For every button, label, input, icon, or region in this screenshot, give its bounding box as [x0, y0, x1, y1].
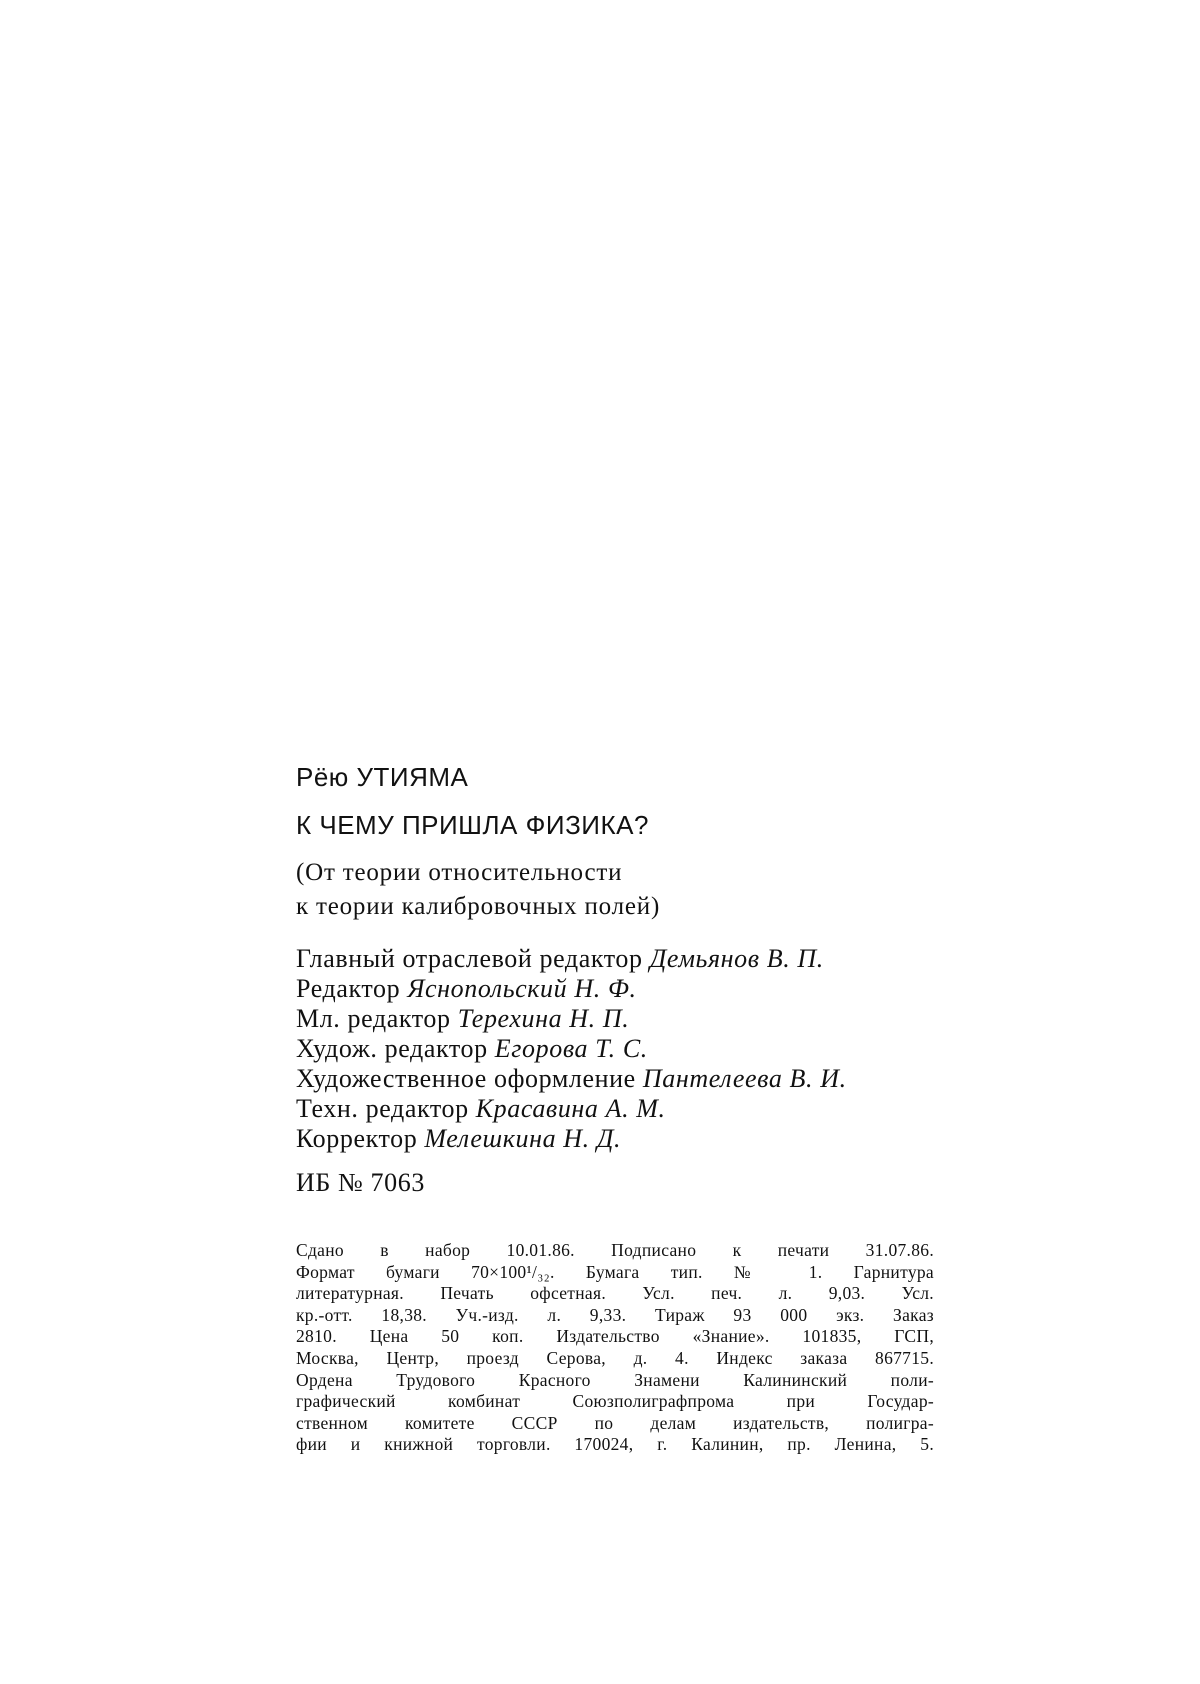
subtitle-line: к теории калибровочных полей)	[296, 893, 661, 920]
credit-role: Техн. редактор	[296, 1094, 469, 1123]
credit-person: Мелешкина Н. Д.	[424, 1124, 622, 1153]
credit-row	[296, 1094, 847, 1124]
colophon-line: кр.-отт. 18,38. Уч.-изд. л. 9,33. Тираж 93 000 экз. Заказ	[296, 1304, 934, 1325]
credit-role: Корректор	[296, 1124, 418, 1153]
colophon-line: Ордена Трудового Красного Знамени Калининский поли-	[296, 1369, 934, 1390]
colophon-line: Формат бумаги 70×100¹/₃₂. Бумага тип. № 1. Гарнитура	[296, 1261, 934, 1282]
ib-number: ИБ № 7063	[296, 1168, 425, 1197]
colophon-line: графический комбинат Союзполиграфпрома при Государ-	[296, 1391, 934, 1412]
credit-person: Красавина А. М.	[475, 1094, 666, 1123]
printing-colophon	[296, 1240, 934, 1456]
editorial-credits	[296, 944, 847, 1154]
credit-person: Терехина Н. П.	[457, 1004, 630, 1033]
colophon-line: Сдано в набор 10.01.86. Подписано к печати 31.07.86.	[296, 1240, 934, 1260]
colophon-line: ственном комитете СССР по делам издательств, полигра-	[296, 1412, 934, 1433]
credit-row	[296, 1124, 847, 1154]
author-name: Рёю УТИЯМА	[296, 762, 469, 792]
credit-role: Худож. редактор	[296, 1034, 488, 1063]
credit-row	[296, 1004, 847, 1034]
credit-role: Мл. редактор	[296, 1004, 451, 1033]
colophon-line: Москва, Центр, проезд Серова, д. 4. Индекс заказа 867715.	[296, 1347, 934, 1368]
credit-role: Главный отраслевой редактор	[296, 944, 643, 973]
subtitle-line: (От теории относительности	[296, 859, 623, 886]
credit-person: Яснопольский Н. Ф.	[407, 974, 637, 1003]
credit-role: Художественное оформление	[296, 1064, 636, 1093]
credit-row	[296, 1034, 847, 1064]
colophon-line: 2810. Цена 50 коп. Издательство «Знание». 101835, ГСП,	[296, 1326, 934, 1347]
credit-person: Егорова Т. С.	[494, 1034, 648, 1063]
colophon-line: фии и книжной торговли. 170024, г. Калинин, пр. Ленина, 5.	[296, 1434, 934, 1455]
credit-row	[296, 944, 847, 974]
colophon-line: литературная. Печать офсетная. Усл. печ. л. 9,03. Усл.	[296, 1283, 934, 1304]
credit-person: Демьянов В. П.	[649, 944, 824, 973]
credit-row	[296, 1064, 847, 1094]
credit-role: Редактор	[296, 974, 401, 1003]
credit-person: Пантелеева В. И.	[642, 1064, 847, 1093]
book-title: К ЧЕМУ ПРИШЛА ФИЗИКА?	[296, 810, 649, 840]
credit-row	[296, 974, 847, 1004]
book-subtitle	[296, 856, 660, 924]
